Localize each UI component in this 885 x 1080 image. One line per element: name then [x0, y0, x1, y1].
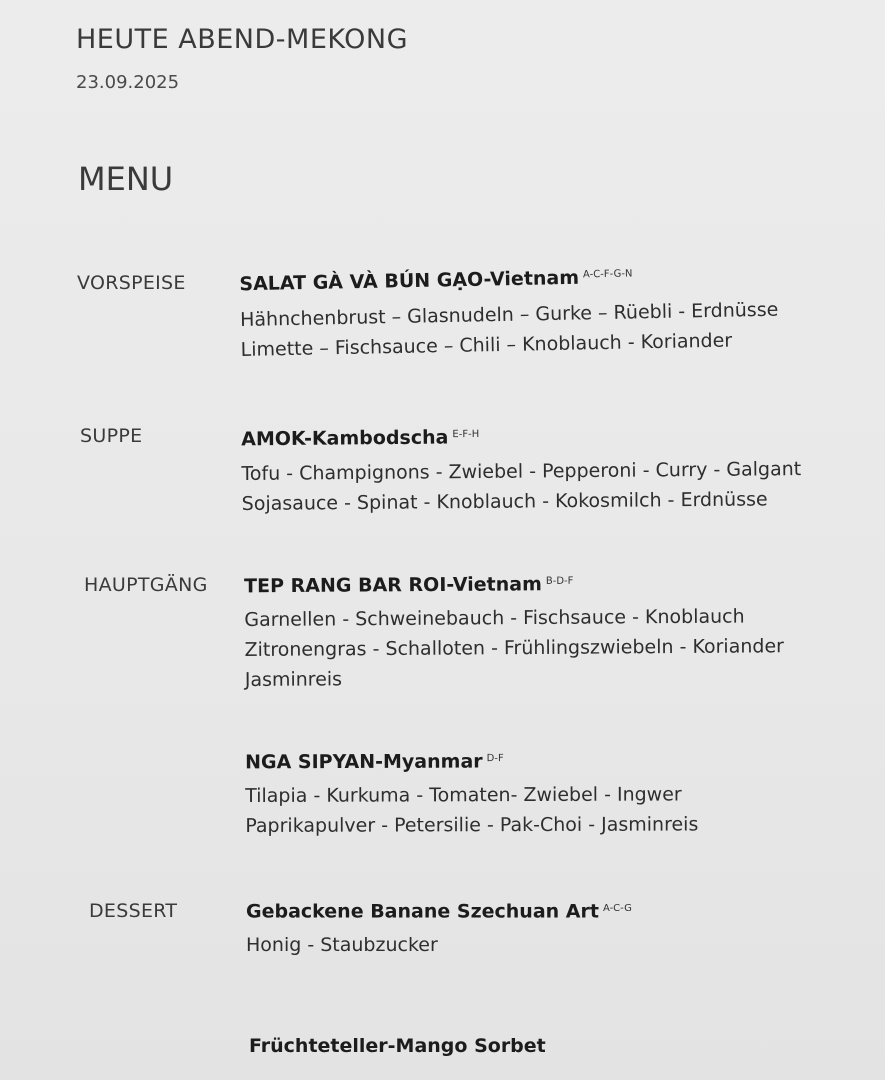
dish-name: NGA SIPYAN-Myanmar	[245, 750, 483, 774]
allergen-codes: E-F-H	[452, 428, 480, 441]
dish-fruechteteller	[249, 1028, 546, 1065]
dish-nga-sipyan	[245, 740, 698, 841]
dish-tep-rang	[244, 562, 784, 695]
dish-name: AMOK-Kambodscha	[241, 426, 449, 451]
ingredient-line: Garnellen - Schweinebauch - Fischsauce - Knoblauch	[244, 605, 745, 632]
ingredient-line: Paprikapulver - Petersilie - Pak-Choi - Jasminreis	[245, 813, 699, 838]
ingredient-line: Zitronengras - Schalloten - Frühlingszwiebeln - Koriander	[244, 635, 784, 662]
course-label-vorspeise: VORSPEISE	[77, 272, 186, 294]
ingredient-line: Sojasauce - Spinat - Knoblauch - Kokosmilch - Erdnüsse	[241, 488, 768, 516]
menu-date: 23.09.2025	[76, 72, 180, 93]
ingredient-line: Limette – Fischsauce – Chili – Knoblauch - Koriander	[240, 329, 733, 362]
course-label-suppe: SUPPE	[80, 425, 143, 447]
ingredient-line: Hähnchenbrust – Glasnudeln – Gurke – Rüebli - Erdnüsse	[239, 298, 779, 332]
dish-name: SALAT GÀ VÀ BÚN GẠO-Vietnam	[239, 266, 580, 296]
dish-name: Gebackene Banane Szechuan Art	[246, 900, 599, 923]
allergen-codes: B-D-F	[545, 575, 574, 587]
allergen-codes: D-F	[486, 753, 504, 765]
dish-salat	[239, 252, 779, 366]
dish-name: TEP RANG BAR ROI-Vietnam	[244, 573, 542, 598]
ingredient-line: Tilapia - Kurkuma - Tomaten- Zwiebel - Ingwer	[245, 783, 682, 808]
allergen-codes: A-C-F-G-N	[582, 268, 633, 281]
dish-amok	[241, 413, 802, 519]
course-label-dessert: DESSERT	[89, 900, 178, 922]
dish-name: Früchteteller-Mango Sorbet	[249, 1035, 546, 1057]
menu-heading: MENU	[78, 160, 174, 198]
dish-gebackene-banane	[246, 891, 632, 960]
ingredient-line: Jasminreis	[244, 668, 343, 692]
course-label-hauptgang: HAUPTGÄNG	[84, 574, 208, 596]
allergen-codes: A-C-G	[602, 903, 632, 914]
ingredient-line: Honig - Staubzucker	[246, 934, 438, 957]
page-title: HEUTE ABEND-MEKONG	[76, 24, 408, 55]
ingredient-line: Tofu - Champignons - Zwiebel - Pepperoni - Curry - Galgant	[241, 458, 802, 486]
